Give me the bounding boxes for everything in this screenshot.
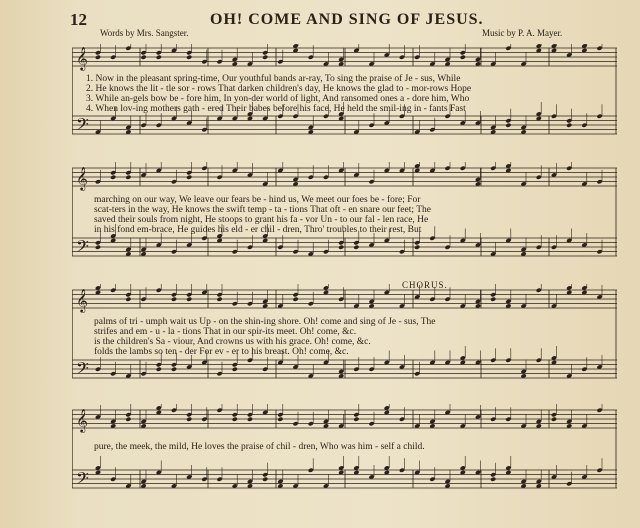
music-system-1	[72, 44, 617, 154]
treble-staff	[72, 44, 617, 71]
treble-staff	[72, 404, 617, 433]
treble-clef-icon: 𝄞	[76, 46, 88, 70]
lyrics-verses	[86, 74, 471, 114]
bass-clef-icon: 𝄢	[76, 358, 89, 382]
treble-staff	[72, 284, 617, 313]
bass-clef-icon: 𝄢	[76, 468, 89, 492]
lyric-line: folds the lambs so ten - der For ev - er to his breast. Oh! come, &c.	[94, 347, 349, 357]
bass-staff	[72, 456, 617, 492]
lyrics-verses	[94, 317, 436, 357]
lyric-line: pure, the meek, the mild, He loves the praise of chil - dren, Who was him - self a child.	[94, 442, 425, 452]
treble-clef-icon: 𝄞	[76, 408, 88, 432]
lyric-line: 4. When lov-ing mothers gath - ered Their babes before his face, He held the smil-ing in - fants Fast	[86, 104, 466, 114]
lyric-line: 1. Now in the pleasant spring-time, Our youthful bands ar-ray, To sing the praise of Je - sus, While	[86, 74, 461, 84]
music-system-3	[72, 284, 617, 394]
music-credit: Music by P. A. Mayer.	[482, 28, 563, 38]
lyric-line: strifes and em - u - la - tions That in our spir-its meet. Oh! come, &c.	[94, 327, 357, 337]
page-header	[0, 6, 640, 40]
lyric-line: is the children's Sa - viour, And crowns us with his grace. Oh! come, &c.	[94, 337, 371, 347]
lyric-line: 3. While an-gels bow be - fore him, In yon-der world of light, And ransomed ones a - dore him, Who	[86, 94, 470, 104]
lyrics-verses	[94, 442, 425, 452]
treble-staff	[72, 162, 617, 191]
staff-pair	[72, 404, 617, 522]
lyric-line: saved their souls from night, He stoops to grant his fa - vor Un - to our fal - len race, He	[94, 215, 429, 225]
music-system-4	[72, 404, 617, 522]
treble-clef-icon: 𝄞	[76, 288, 88, 312]
bass-clef-icon: 𝄢	[76, 236, 89, 260]
page-number: 12	[70, 10, 87, 29]
lyric-line: palms of tri - umph wait us Up - on the shin-ing shore. Oh! come and sing of Je - sus, The	[94, 317, 436, 327]
lyric-line: 2. He knows the lit - tle sor - rows That darken children's day, He knows the glad to - mor-rows Hope	[86, 84, 472, 94]
words-credit: Words by Mrs. Sangster.	[100, 28, 189, 38]
chorus-label: CHORUS.	[402, 280, 448, 290]
bass-clef-icon: 𝄢	[76, 114, 89, 138]
lyric-line: in his fond em-brace, He guides his eld - er chil - dren, Thro' troubles to their rest, But	[94, 225, 422, 235]
lyrics-verses	[94, 195, 431, 235]
music-system-2	[72, 162, 617, 272]
lyric-line: marching on our way, We leave our fears be - hind us, We meet our foes be - fore; For	[94, 195, 421, 205]
lyric-line: scat-ters in the way, He knows the swift temp - ta - tions That oft - en snare our feet; The	[94, 205, 431, 215]
treble-clef-icon: 𝄞	[76, 166, 88, 190]
hymn-title: OH! COME AND SING OF JESUS.	[210, 11, 484, 28]
